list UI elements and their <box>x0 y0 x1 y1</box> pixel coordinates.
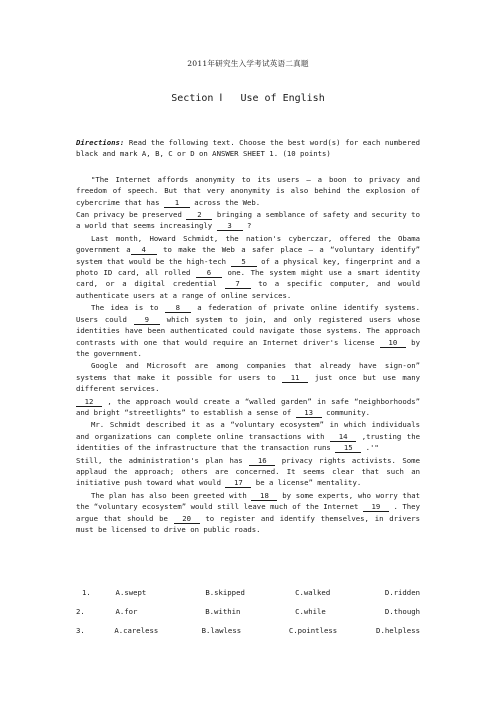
blank-8: 8 <box>165 304 191 313</box>
option-a: A.swept <box>115 588 147 597</box>
passage-text: . They argue that should be <box>76 502 420 523</box>
blank-12: 12 <box>76 398 102 407</box>
blank-7: 7 <box>225 280 251 289</box>
passage-paragraph-7 <box>76 419 420 453</box>
passage-paragraph-6 <box>76 396 420 419</box>
blank-19: 19 <box>363 503 389 512</box>
question-number: 2. <box>76 607 85 616</box>
passage-text: Last month, Howard Schmidt, the nation's cyberczar, offered the Obama government a <box>76 233 420 255</box>
blank-13: 13 <box>296 409 322 418</box>
blank-4: 4 <box>131 246 157 255</box>
passage-text: ,trusting the identities of the infrastructure that the transaction runs <box>76 431 420 453</box>
passage-text: The plan has also been greeted with <box>91 490 247 500</box>
blank-1: 1 <box>164 199 190 208</box>
blank-15: 15 <box>335 444 361 453</box>
passage-paragraph-2 <box>76 209 420 232</box>
blank-2: 2 <box>186 211 212 220</box>
passage-paragraph-9 <box>76 490 420 536</box>
passage-text: "The Internet affords anonymity to its users — a boon to privacy and freedom of speech. But that very anonymity is also behind the explosion of cybercrime that has <box>76 174 420 207</box>
option-c: C.walked <box>295 588 331 597</box>
passage-text: Still, the administration's plan has <box>76 455 243 465</box>
passage-text: to make the Web a safer place — a “voluntary identify” system that would be the high-tech <box>76 245 420 266</box>
document-title: 2011年研究生入学考试英语二真题 <box>187 59 309 68</box>
passage-text: just once but use many different services. <box>76 372 421 394</box>
option-row-1 <box>76 583 420 602</box>
passage-text: community. <box>326 407 371 417</box>
passage-text: which system to join, and only registered users whose identities have been authenticated could navigate those systems. The approach contrasts with one that would require an Internet driver's license <box>76 314 420 347</box>
blank-18: 18 <box>251 492 277 501</box>
passage-text: across the Web. <box>194 197 261 207</box>
blank-20: 20 <box>174 515 200 524</box>
directions-label: Directions: <box>76 138 125 147</box>
passage-paragraph-8 <box>76 455 420 489</box>
option-a: A.careless <box>114 626 159 635</box>
passage-text: of a physical key, fingerprint and a photo ID card, all rolled <box>76 256 420 278</box>
passage-body <box>76 137 420 535</box>
passage-text: .'" <box>365 443 379 453</box>
passage-text: one. The system might use a smart identity card, or a digital credential <box>76 268 421 289</box>
option-c: C.while <box>295 607 326 616</box>
passage-text: by the government. <box>76 337 420 358</box>
passage-text: Google and Microsoft are among companies that already have sign-on” systems that make it possible for users to <box>76 361 420 382</box>
passage-paragraph-4 <box>76 302 420 359</box>
option-a: A.for <box>115 607 138 616</box>
directions-text: Read the following text. Choose the best word(s) for each numbered black and mark A, B, C or D on ANSWER SHEET 1. (10 points) <box>76 138 420 159</box>
passage-text: to a specific computer, and would authenticate users at a range of online services. <box>76 279 420 300</box>
blank-16: 16 <box>249 457 275 466</box>
blank-6: 6 <box>196 269 222 278</box>
option-c: C.pointless <box>288 626 338 635</box>
answer-options <box>76 583 420 640</box>
passage-text: The idea is to <box>91 303 159 313</box>
passage-text: Can privacy be preserved <box>76 210 182 220</box>
question-number: 1. <box>82 588 91 597</box>
passage-paragraph-5 <box>76 360 420 394</box>
option-d: D.helpless <box>376 626 420 635</box>
option-b: B.lawless <box>201 626 242 635</box>
passage-text: a federation of private online identify systems. Users could <box>76 303 420 324</box>
blank-5: 5 <box>231 258 257 267</box>
question-number: 3. <box>76 626 85 635</box>
option-b: B.within <box>205 607 241 616</box>
passage-text: to register and identify themselves, in drivers must be licensed to drive on public roads. <box>76 513 420 534</box>
blank-14: 14 <box>330 433 356 442</box>
passage-paragraph-3 <box>76 233 420 301</box>
option-row-3 <box>76 621 420 640</box>
blank-3: 3 <box>217 222 243 231</box>
passage-paragraph-1 <box>76 174 420 208</box>
option-b: B.skipped <box>205 588 245 597</box>
passage-text: Mr. Schmidt described it as a “voluntary ecosystem” in which individuals and organizations can complete online transactions with <box>76 420 420 441</box>
blank-9: 9 <box>134 316 160 325</box>
blank-10: 10 <box>380 339 406 348</box>
passage-text: be a license” mentality. <box>255 478 362 488</box>
passage-text: ? <box>247 221 252 231</box>
option-d: D.ridden <box>384 588 420 597</box>
passage-text: by some experts, who worry that the “voluntary ecosystem” would still leave much of the Internet <box>76 490 421 512</box>
passage-text: , the approach would create a “walled garden” in safe “neighborhoods” and bright “streetlights” to establish a sense of <box>76 396 421 417</box>
blank-17: 17 <box>225 479 251 488</box>
blank-11: 11 <box>282 374 308 383</box>
passage-text: privacy rights activists. Some applaud the approach; others are concerned. It seems clear that such an initiative push toward what would <box>76 455 420 488</box>
passage-text: bringing a semblance of safety and security to a world that seems increasingly <box>76 210 420 231</box>
directions-paragraph <box>76 137 420 160</box>
section-heading: Section Ⅰ Use of English <box>171 93 325 104</box>
option-d: D.though <box>384 607 421 616</box>
option-row-2 <box>76 602 420 621</box>
